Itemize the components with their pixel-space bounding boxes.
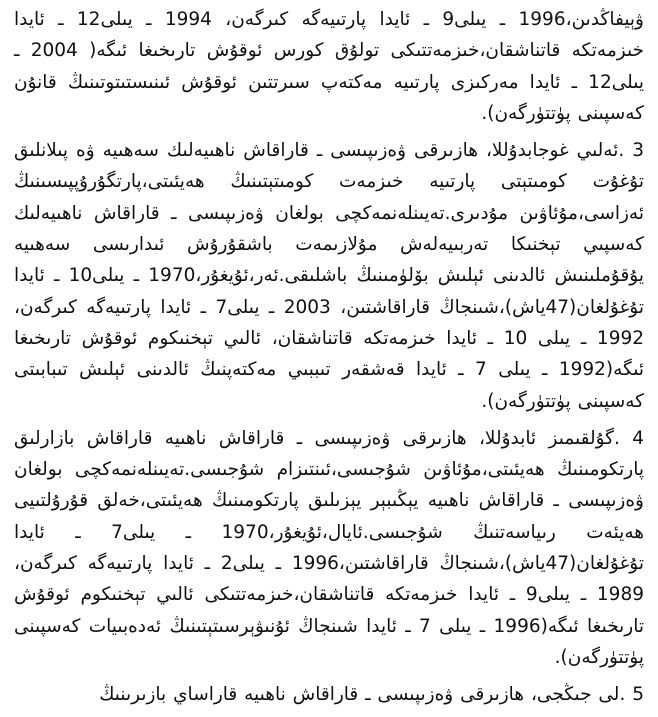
paragraph-continuation: ۋېيفاڭدىن،1996 ـ يىلى9 ـ ئايدا پارتىيەگە كىرگەن، 1994 ـ يىلى12 ـ ئايدا خىزمەتكە قاتناشقان،خىزمەتتىكى تولۇق كورس ئوقۇش تارىخىغا ئىگە( 2004 ـ يىلى12 ـ ئايدا مەركىزى پارتىيە مەكتەپ سىرتتىن ئوقۇش ئىنىستىتوتىنىڭ قانۇن كەسپىنى پۈتتۈرگەن). (14, 9, 644, 124)
paragraph-item-5: 5 .لى جىڭجى، ھازىرقى ۋەزىپىسى ـ قاراقاش ناھىيە قاراساي بازىرىنىڭ (99, 684, 644, 706)
paragraph-item-4: 4 .گۇلقىمىز ئابدۇللا، ھازىرقى ۋەزىپىسى ـ قاراقاش ناھىيە قاراقاش بازارلىق پارتكومىنىڭ ھەيئىتى،مۇئاۋىن شۇجىسى،ئىنتىزام شۇجىسى.تەيىنلەنمەكچى بولغان ۋەزىپىسى ـ قاراقاش ناھىيە يېڭىبېر يېزىلىق پارتكومىنىڭ ھەيئىتى،خەلق قۇرۇلتىيى ھەيئەت رىياسەتنىڭ شۇجىسى.ئايال،ئۇيغۇر،1970 ـ يىلى7 ـ ئايدا تۇغۇلغان(47ياش)،شىنجاڭ قاراقاشتىن،1996 ـ يىلى2 ـ ئايدا پارتىيەگە كىرگەن، 1989 ـ يىلى9 ـ ئايدا خىزمەتكە قاتناشقان،خىزمەتتىكى ئالىي تېخنىكوم ئوقۇش تارىخىغا ئىگە(1996 ـ يىلى 7 ـ ئايدا شىنجاڭ ئۇنىۋېرسىتېتىنىڭ ئەدەبىيات كەسپىنى پۈتتۈرگەن). (14, 427, 645, 668)
paragraph-item-3: 3 .ئەلىي غوجابدۇللا، ھازىرقى ۋەزىپىسى ـ قاراقاش ناھىيەلىك سەھىيە ۋە پىلانلىق تۇغۇت كومىتېتى پارتىيە خىزمەت كومىتېتىنىڭ ھەيئىتى،پارتگۇرۇپپىسىنىڭ ئەزاسى،مۇئاۋىن مۇدىرى.تەيىنلەنمەكچى بولغان ۋەزىپىسى ـ قاراقاش ناھىيەلىك كەسپىي تېخنىكا تەربىيەلەش مۇلازىمەت باشقۇرۇش ئىدارىسى سەھىيە يۇقۇملىنىش ئالدىنى ئېلىش بۆلۈمىنىڭ باشلىقى.ئەر،ئۇيغۇر،1970 ـ يىلى10 ـ ئايدا تۇغۇلغان(47ياش)،شىنجاڭ قاراقاشتىن، 2003 ـ يىلى7 ـ ئايدا پارتىيەگە كىرگەن، 1992 ـ يىلى 10 ـ ئايدا خىزمەتكە قاتناشقان، ئالىي تېخنىكوم ئوقۇش تارىخىغا ئىگە(1992 ـ يىلى 7 ـ ئايدا قەشقەر تىببىي مەكتەپنىڭ ئالدىنى ئېلىش تىبابىتى كەسپىنى پۈتتۈرگەن). (14, 140, 645, 412)
